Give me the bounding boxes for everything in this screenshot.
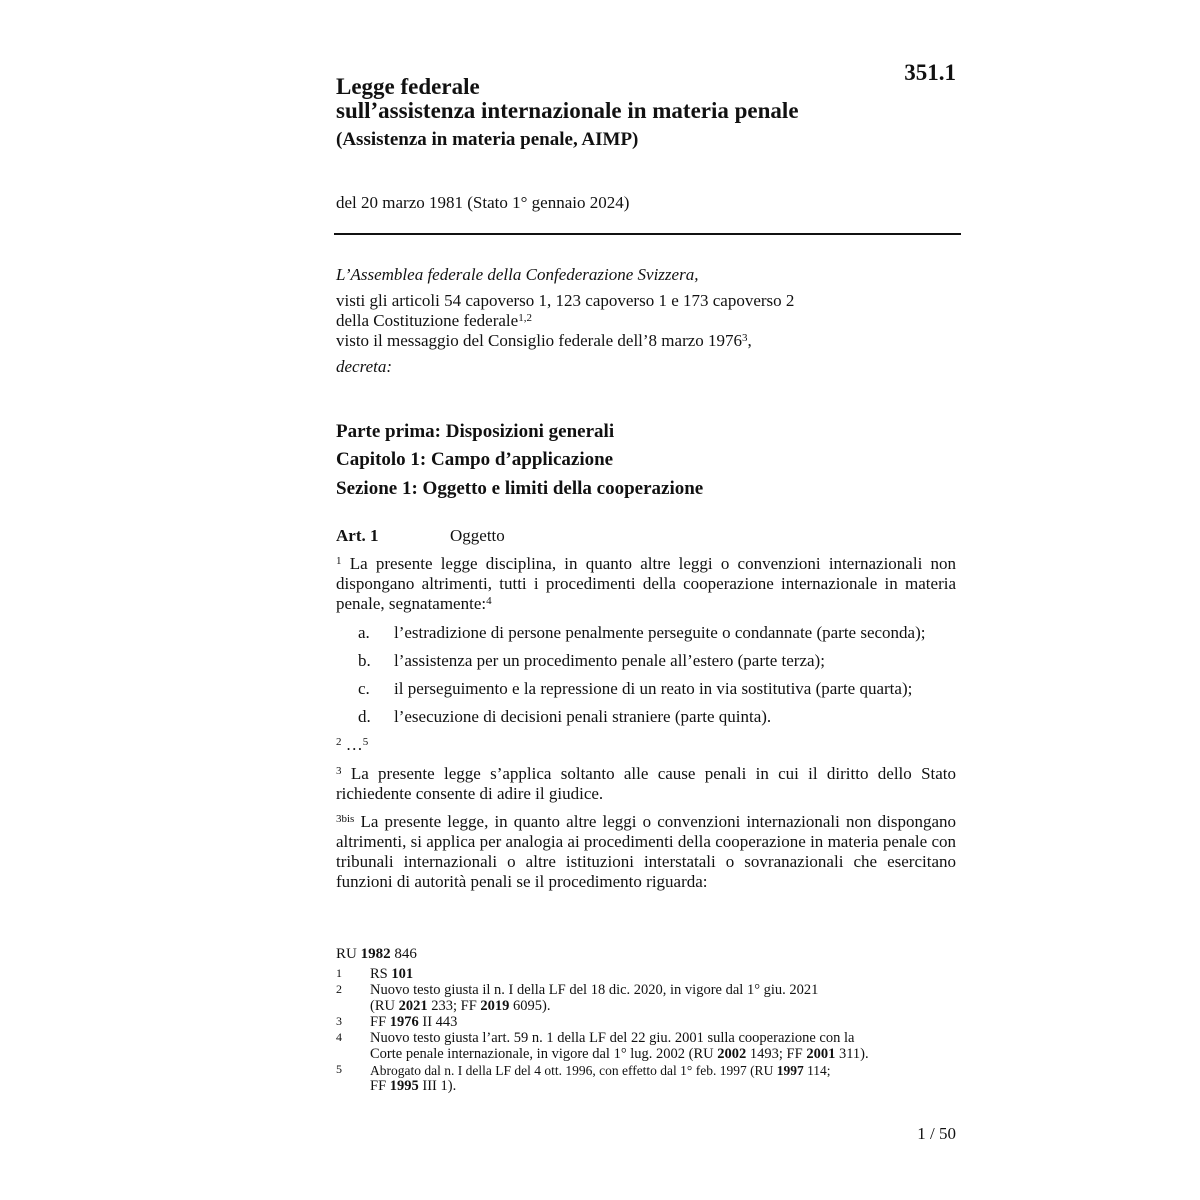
preamble-assembly: L’Assemblea federale della Confederazione Svizzera, [336, 265, 699, 284]
law-date: del 20 marzo 1981 (Stato 1° gennaio 2024) [336, 193, 630, 212]
footnote-ref-5[interactable]: 5 [362, 736, 369, 748]
paragraph-2-text: … [345, 735, 363, 754]
footnote-number-4: 4 [336, 1030, 342, 1044]
list-item-letter-c: c. [358, 679, 370, 698]
footnote-text-1 [370, 967, 950, 982]
ru-year: 1982 [360, 946, 391, 962]
footnote-2-part-b: 2021 [398, 998, 428, 1014]
paragraph-3-number: 3 [336, 765, 342, 777]
list-item-text-a: l’estradizione di persone penalmente perseguite o condannate (parte seconda); [394, 623, 926, 642]
footnote-1-number: 101 [391, 966, 414, 982]
preamble-line-1: visti gli articoli 54 capoverso 1, 123 capoverso 1 e 173 capoverso 2 [336, 291, 795, 310]
footnote-ref-3[interactable]: 3 [742, 332, 748, 344]
paragraph-2 [336, 735, 956, 755]
chapter-heading: Capitolo 1: Campo d’applicazione [336, 449, 614, 470]
ru-label: RU [336, 946, 357, 962]
list-item-text-b: l’assistenza per un procedimento penale all’estero (parte terza); [394, 651, 825, 670]
paragraph-3 [336, 764, 956, 804]
paragraph-3bis-number: 3bis [336, 813, 355, 825]
footnote-4-part-b: 2002 [717, 1046, 747, 1062]
footnote-3-part-a: FF [370, 1014, 387, 1030]
law-subtitle: (Assistenza in materia penale, AIMP) [336, 129, 639, 150]
law-title-line-1: Legge federale [336, 74, 480, 99]
footnote-5-part-e: 1995 [389, 1078, 419, 1094]
footnote-number-5: 5 [336, 1062, 342, 1076]
footnote-3-part-b: 1976 [389, 1014, 419, 1030]
footnote-text-2-line-2 [370, 999, 950, 1014]
list-item-letter-b: b. [358, 651, 371, 670]
preamble-line-2 [336, 310, 956, 331]
preamble-line-3-tail: , [747, 331, 752, 350]
footnote-2-part-e: 6095). [513, 998, 551, 1014]
footnote-number-3: 3 [336, 1014, 342, 1028]
footnote-4-part-c: 1493; FF [749, 1046, 803, 1062]
paragraph-3bis-text: La presente legge, in quanto altre leggi o convenzioni internazionali non dispongano altrimenti, si applica per analogia ai procedimenti della cooperazione in materia penale con tribunali internazionali o altre istituzioni interstatali o sovranazionali che esercitano funzioni di autorità penali se il procedimento riguarda: [336, 812, 956, 891]
page-number: 1 / 50 [917, 1124, 956, 1143]
footnote-5-part-c: 114; [807, 1063, 831, 1078]
paragraph-2-number: 2 [336, 736, 342, 748]
footnote-4-part-d: 2001 [806, 1046, 836, 1062]
footnote-number-2: 2 [336, 982, 342, 996]
preamble-line-3-text: visto il messaggio del Consiglio federale dell’8 marzo 1976 [336, 331, 743, 350]
footnote-text-4-line-1: Nuovo testo giusta l’art. 59 n. 1 della LF del 22 giu. 2001 sulla cooperazione con la [370, 1030, 855, 1046]
paragraph-1 [336, 554, 956, 614]
footnote-5-part-a: Abrogato dal n. I della LF del 4 ott. 1996, con effetto dal 1° feb. 1997 (RU [370, 1063, 774, 1078]
footnote-5-part-b: 1997 [776, 1063, 804, 1078]
article-number: Art. 1 [336, 526, 379, 545]
footnote-text-5-line-2 [370, 1079, 950, 1094]
paragraph-1-text: La presente legge disciplina, in quanto altre leggi o convenzioni internazionali non dispongano altrimenti, tutti i procedimenti della cooperazione internazionale in materia penale, segnatamente: [336, 554, 957, 613]
footnote-5-part-f: III 1). [422, 1078, 457, 1094]
section-heading: Sezione 1: Oggetto e limiti della cooperazione [336, 478, 704, 499]
footnote-2-part-c: 233; FF [431, 998, 477, 1014]
preamble-line-3 [336, 330, 956, 351]
preamble-line-2-text: della Costituzione federale [336, 311, 519, 330]
footnote-2-part-a: (RU [370, 998, 395, 1014]
article-title: Oggetto [450, 526, 505, 545]
official-collection-reference [336, 946, 417, 963]
list-item-text-d: l’esecuzione di decisioni penali straniere (parte quinta). [394, 707, 772, 726]
ru-page: 846 [394, 946, 417, 962]
footnote-number-1: 1 [336, 966, 342, 980]
preamble-decree: decreta: [336, 357, 393, 376]
footnote-ref-4[interactable]: 4 [486, 595, 492, 607]
footnote-text-4-line-2 [370, 1047, 950, 1062]
footnote-ref-1-2[interactable]: 1,2 [518, 312, 532, 324]
footnote-5-part-d: FF [370, 1078, 387, 1094]
list-item-text-c: il perseguimento e la repressione di un reato in via sostitutiva (parte quarta); [394, 679, 913, 698]
footnote-3-part-c: II 443 [422, 1014, 458, 1030]
law-code-number: 351.1 [904, 60, 956, 85]
paragraph-3-text: La presente legge s’applica soltanto alle cause penali in cui il diritto dello Stato richiedente consente di adire il giudice. [336, 764, 957, 803]
list-item-letter-a: a. [358, 623, 370, 642]
list-item-letter-d: d. [358, 707, 371, 726]
paragraph-1-number: 1 [336, 555, 342, 567]
footnote-text-2-line-1: Nuovo testo giusta il n. I della LF del 18 dic. 2020, in vigore dal 1° giu. 2021 [370, 982, 819, 998]
header-divider [334, 233, 961, 235]
footnote-4-part-a: Corte penale internazionale, in vigore dal 1° lug. 2002 (RU [370, 1046, 714, 1062]
law-title-line-2: sull’assistenza internazionale in materia penale [336, 98, 799, 123]
part-heading: Parte prima: Disposizioni generali [336, 421, 615, 442]
footnote-1-prefix: RS [370, 966, 388, 982]
footnote-2-part-d: 2019 [480, 998, 510, 1014]
paragraph-3bis [336, 812, 956, 892]
footnote-text-5-line-1 [370, 1063, 950, 1078]
footnote-text-3 [370, 1015, 950, 1030]
footnote-4-part-e: 311). [838, 1046, 869, 1062]
